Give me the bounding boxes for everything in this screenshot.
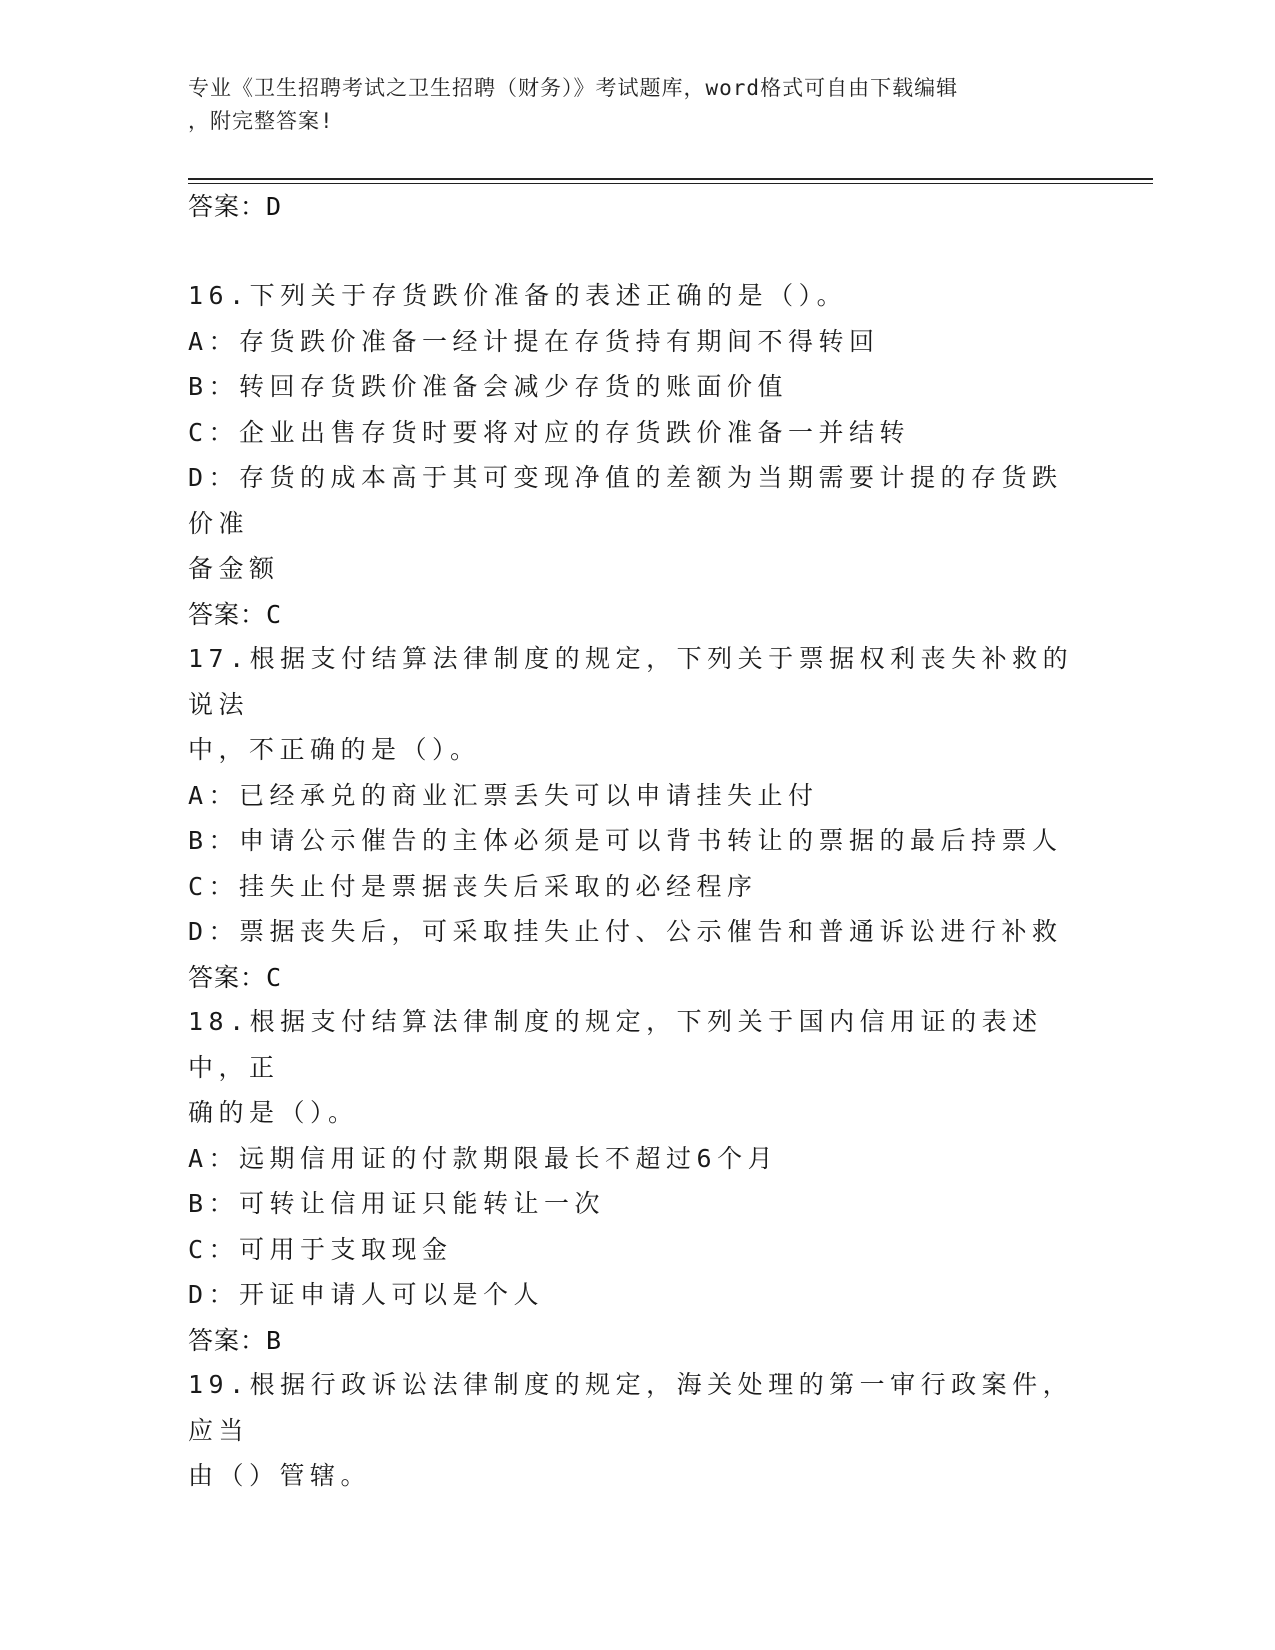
question-18 — [188, 999, 1078, 1363]
option-b: B：可转让信用证只能转让一次 — [188, 1189, 606, 1218]
header-line-1: 专业《卫生招聘考试之卫生招聘（财务）》考试题库，word格式可自由下载编辑 — [188, 76, 959, 100]
question-stem-continued: 确的是（）。 — [188, 1098, 359, 1127]
answer: 答案：C — [188, 599, 283, 629]
question-stem: 16.下列关于存货跌价准备的表述正确的是（）。 — [188, 281, 848, 310]
option-d: D：存货的成本高于其可变现净值的差额为当期需要计提的存货跌价准 — [188, 463, 1063, 538]
option-b: B：转回存货跌价准备会减少存货的账面价值 — [188, 372, 789, 401]
question-stem: 17.根据支付结算法律制度的规定，下列关于票据权利丧失补救的说法 — [188, 644, 1074, 719]
question-19 — [188, 1362, 1078, 1499]
question-16 — [188, 273, 1078, 637]
question-stem: 18.根据支付结算法律制度的规定，下列关于国内信用证的表述中，正 — [188, 1007, 1043, 1082]
option-d: D：票据丧失后，可采取挂失止付、公示催告和普通诉讼进行补救 — [188, 917, 1063, 946]
question-17 — [188, 636, 1078, 1000]
option-d-continued: 备金额 — [188, 554, 280, 583]
option-c: C：挂失止付是票据丧失后采取的必经程序 — [188, 871, 758, 901]
option-a: A：存货跌价准备一经计提在存货持有期间不得转回 — [188, 326, 880, 356]
option-a: A：已经承兑的商业汇票丢失可以申请挂失止付 — [188, 780, 819, 810]
document-header — [188, 72, 1068, 138]
option-c: C：企业出售存货时要将对应的存货跌价准备一并结转 — [188, 417, 911, 447]
option-d: D：开证申请人可以是个人 — [188, 1280, 545, 1309]
header-divider-thin — [188, 183, 1153, 184]
previous-answer: 答案：D — [188, 192, 283, 221]
option-a: A：远期信用证的付款期限最长不超过6个月 — [188, 1143, 779, 1173]
question-stem: 19.根据行政诉讼法律制度的规定，海关处理的第一审行政案件，应当 — [188, 1370, 1074, 1445]
question-stem-continued: 由（）管辖。 — [188, 1461, 372, 1490]
answer: 答案：C — [188, 962, 283, 992]
option-c: C：可用于支取现金 — [188, 1234, 453, 1264]
answer: 答案：B — [188, 1325, 283, 1355]
header-line-2: ，附完整答案! — [188, 109, 334, 133]
question-stem-continued: 中，不正确的是（）。 — [188, 735, 481, 764]
option-b: B：申请公示催告的主体必须是可以背书转让的票据的最后持票人 — [188, 826, 1063, 855]
header-divider — [188, 178, 1153, 180]
